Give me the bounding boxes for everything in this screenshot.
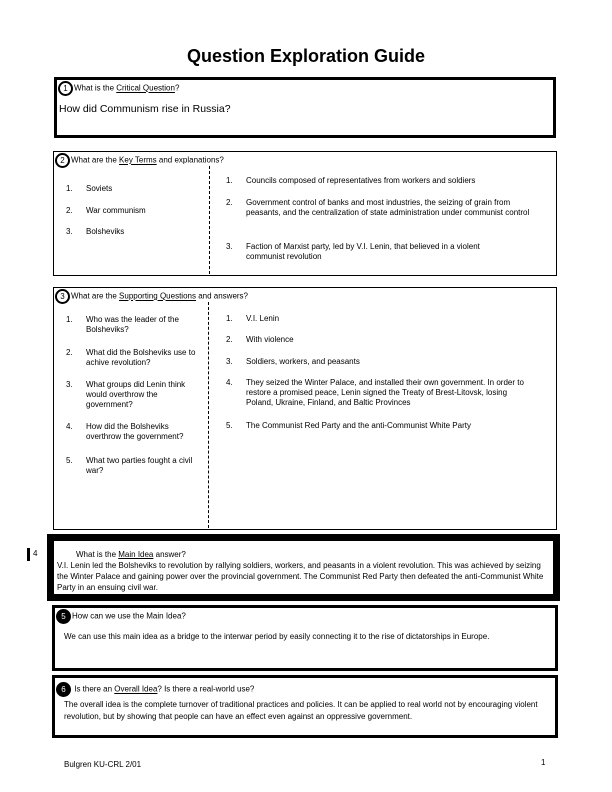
explanation-text: Faction of Marxist party, led by V.I. Lenin, that believed in a violent communist revolution (246, 242, 480, 261)
section-number-badge: 3 (55, 289, 70, 304)
page-title: Question Exploration Guide (186, 46, 426, 66)
overall-idea-answer: The overall idea is the complete turnover of traditional practices and policies. It can be applied to real world not by encouraging violent revolution, but by showing that people can have an effect even against an oppressive government. (64, 700, 538, 721)
page-number: 1 (541, 758, 546, 767)
main-idea-answer: V.I. Lenin led the Bolsheviks to revolution by rallying soldiers, workers, and peasants in a violent revolution. This was achieved by seizing the Winter Palace and gaining power over the provincial government. The Communist Red Party then defeated the anti-Communist White Party in an ensuing civil war. (57, 561, 544, 592)
key-terms-box (53, 151, 557, 276)
item-number: 3. (226, 357, 233, 366)
item-number: 3. (66, 227, 73, 236)
question-text: What two parties fought a civil war? (86, 456, 193, 475)
question-text: How did the Bolsheviks overthrow the government? (86, 422, 184, 441)
item-number: 4. (226, 378, 233, 387)
heading-text: What are the (71, 155, 120, 165)
heading-keyword: Critical Question (116, 83, 175, 93)
heading-text: and answers? (195, 291, 248, 301)
section-4-marker-bar (27, 548, 30, 561)
footer-credit: Bulgren KU-CRL 2/01 (64, 760, 142, 769)
section-number-badge: 2 (55, 153, 70, 168)
section-2-heading (55, 153, 224, 168)
item-number: 4. (66, 422, 73, 431)
item-number: 5. (66, 456, 73, 465)
heading-text: and explanations? (156, 155, 224, 165)
answer-text: They seized the Winter Palace, and installed their own government. In order to restore a promised peace, Lenin signed the Treaty of Brest-Litovsk, losing Poland, Ukraine, Finland, and Baltic Provinces (246, 378, 524, 407)
item-number: 1. (226, 314, 233, 323)
supporting-questions-box (53, 287, 557, 530)
heading-text: How can we use the Main Idea? (72, 611, 186, 621)
use-main-idea-box (52, 605, 558, 671)
explanation-text: Government control of banks and most industries, the seizing of grain from peasants, and the centralization of state administration under communist control (246, 198, 530, 217)
answer-text: V.I. Lenin (246, 314, 280, 323)
section-5-heading (56, 609, 186, 624)
item-number: 1. (226, 176, 233, 185)
section-1-heading (58, 81, 179, 96)
question-text: What groups did Lenin think would overthrow the government? (86, 380, 186, 409)
overall-idea-box (52, 675, 558, 738)
term-text: Soviets (86, 184, 113, 193)
column-divider (209, 166, 210, 274)
item-number: 1. (66, 184, 73, 193)
main-idea-box (47, 534, 560, 601)
item-number: 2. (226, 335, 233, 344)
heading-keyword: Key Terms (119, 155, 157, 165)
answer-text: The Communist Red Party and the anti-Communist White Party (246, 421, 471, 430)
heading-text: answer? (153, 550, 186, 559)
section-number-badge: 5 (56, 609, 71, 624)
heading-keyword: Supporting Questions (119, 291, 196, 301)
heading-text: What is the (74, 83, 117, 93)
answer-text: With violence (246, 335, 294, 344)
answer-text: Soldiers, workers, and peasants (246, 357, 360, 366)
section-6-heading (56, 682, 254, 697)
critical-question-box (54, 77, 556, 138)
item-number: 3. (66, 380, 73, 389)
section-number-badge: 1 (58, 81, 73, 96)
heading-keyword: Overall Idea (114, 684, 158, 694)
heading-text: ? (174, 83, 180, 93)
column-divider (208, 302, 209, 528)
heading-keyword: Main Idea (118, 550, 154, 559)
section-4-heading (76, 550, 186, 559)
item-number: 2. (66, 348, 73, 357)
term-text: Bolsheviks (86, 227, 125, 236)
item-number: 5. (226, 421, 233, 430)
heading-text: ? Is there a real-world use? (157, 684, 255, 694)
use-main-idea-answer: We can use this main idea as a bridge to the interwar period by easily connecting it to the rise of dictatorships in Europe. (64, 632, 490, 641)
section-number-label: 4 (33, 549, 38, 558)
heading-text: What is the (76, 550, 119, 559)
question-text: Who was the leader of the Bolsheviks? (86, 315, 179, 334)
section-number-badge: 6 (56, 682, 71, 697)
item-number: 2. (66, 206, 73, 215)
term-text: War communism (86, 206, 146, 215)
item-number: 1. (66, 315, 73, 324)
item-number: 2. (226, 198, 233, 207)
item-number: 3. (226, 242, 233, 251)
section-3-heading (55, 289, 248, 304)
question-text: What did the Bolsheviks use to achive revolution? (86, 348, 196, 367)
explanation-text: Councils composed of representatives from workers and soldiers (246, 176, 476, 185)
critical-question-answer: How did Communism rise in Russia? (59, 103, 231, 115)
heading-text: Is there an (74, 684, 115, 694)
heading-text: What are the (71, 291, 120, 301)
